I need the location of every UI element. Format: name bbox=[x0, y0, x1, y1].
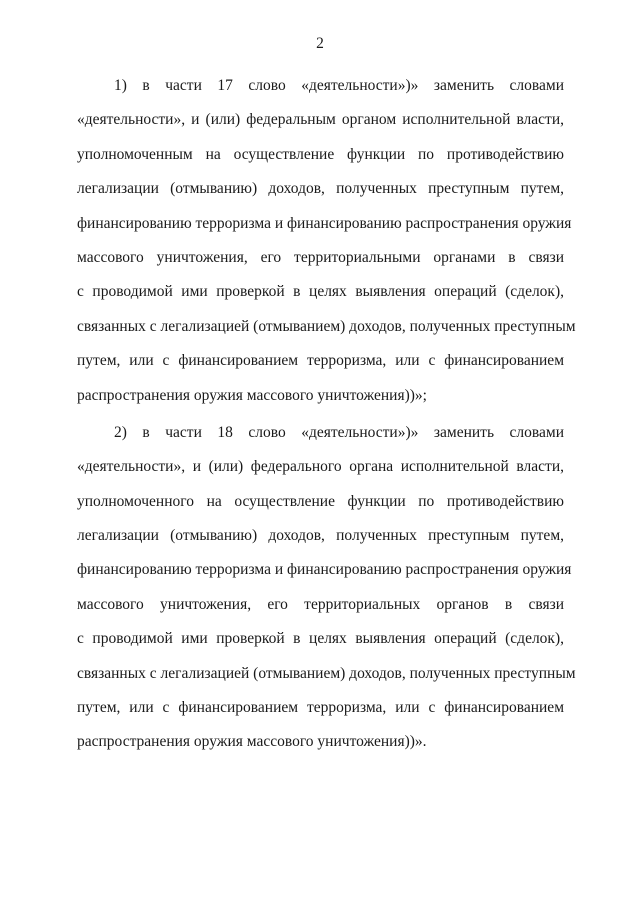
text-line: 1) в части 17 слово «деятельности»)» заменить словами bbox=[114, 77, 564, 94]
document-body bbox=[77, 76, 576, 770]
text-line: связанных с легализацией (отмыванием) доходов, полученных преступным bbox=[77, 664, 576, 682]
text-line: «деятельности», и (или) федерального органа исполнительной власти, bbox=[77, 458, 564, 476]
text-line: массового уничтожения, его территориальными органами в связи bbox=[77, 248, 564, 266]
text-line: «деятельности», и (или) федеральным органом исполнительной власти, bbox=[77, 111, 564, 129]
text-line: финансированию терроризма и финансированию распространения оружия bbox=[77, 214, 572, 232]
text-line: путем, или с финансированием терроризма, или с финансированием bbox=[77, 699, 564, 717]
page-number: 2 bbox=[316, 35, 324, 52]
text-line: распространения оружия массового уничтожения))». bbox=[77, 733, 427, 751]
paragraph-2 bbox=[77, 423, 576, 767]
text-line: с проводимой ими проверкой в целях выявления операций (сделок), bbox=[77, 283, 564, 301]
text-line: легализации (отмыванию) доходов, полученных преступным путем, bbox=[77, 180, 564, 198]
text-line: финансированию терроризма и финансированию распространения оружия bbox=[77, 561, 572, 579]
text-line: 2) в части 18 слово «деятельности»)» заменить словами bbox=[114, 423, 564, 441]
text-line: уполномоченным на осуществление функции по противодействию bbox=[77, 145, 564, 163]
text-line: уполномоченного на осуществление функции по противодействию bbox=[77, 492, 564, 510]
paragraph-1 bbox=[77, 76, 576, 420]
text-line: массового уничтожения, его территориальных органов в связи bbox=[77, 595, 564, 613]
text-line: легализации (отмыванию) доходов, полученных преступным путем, bbox=[77, 527, 564, 545]
text-line: путем, или с финансированием терроризма, или с финансированием bbox=[77, 352, 564, 370]
text-line: распространения оружия массового уничтожения))»; bbox=[77, 386, 427, 404]
text-line: с проводимой ими проверкой в целях выявления операций (сделок), bbox=[77, 630, 564, 648]
text-line: связанных с легализацией (отмыванием) доходов, полученных преступным bbox=[77, 317, 576, 335]
